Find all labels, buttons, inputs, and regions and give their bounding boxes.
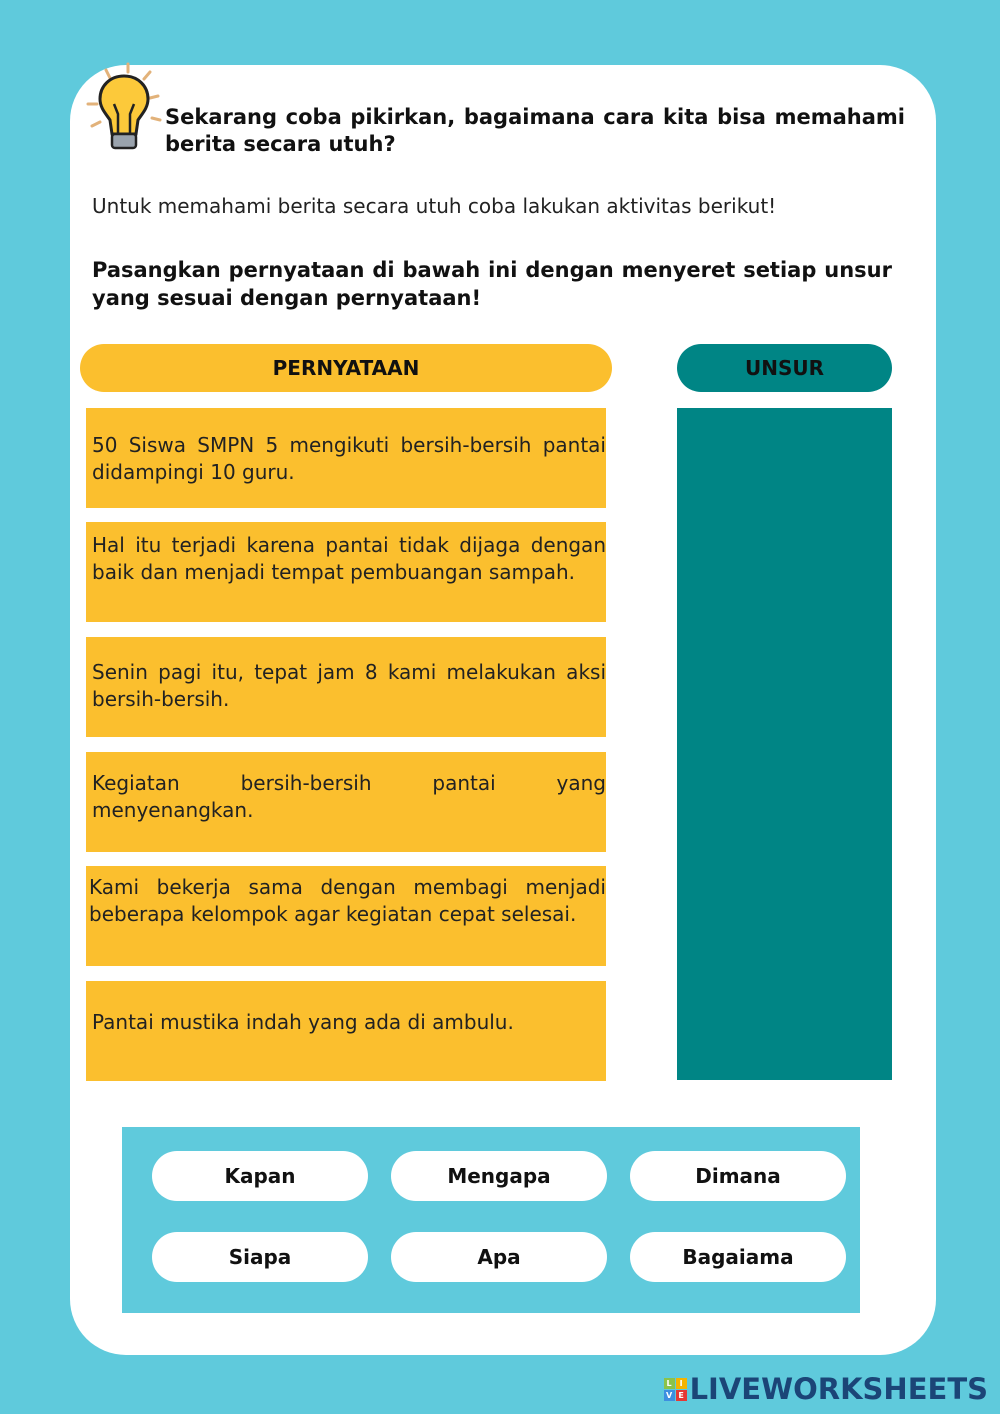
word-apa[interactable]: Apa (391, 1232, 607, 1282)
elements-drop-zone[interactable] (677, 408, 892, 1080)
statement-5: Kami bekerja sama dengan membagi menjadi beberapa kelompok agar kegiatan cepat selesai. (86, 866, 606, 966)
live-logo-icon: L I V E (664, 1378, 687, 1401)
logo-text: LIVEWORKSHEETS (689, 1372, 988, 1406)
statement-1: 50 Siswa SMPN 5 mengikuti bersih-bersih pantai didampingi 10 guru. (86, 408, 606, 508)
intro-text: Untuk memahami berita secara utuh coba lakukan aktivitas berikut! (92, 194, 777, 218)
statement-2: Hal itu terjadi karena pantai tidak dijaga dengan baik dan menjadi tempat pembuangan sampah. (86, 522, 606, 622)
elements-header: UNSUR (677, 344, 892, 392)
liveworksheets-logo (664, 1372, 988, 1406)
word-dimana[interactable]: Dimana (630, 1151, 846, 1201)
word-kapan[interactable]: Kapan (152, 1151, 368, 1201)
statement-6: Pantai mustika indah yang ada di ambulu. (86, 981, 606, 1081)
lightbulb-icon (84, 62, 164, 154)
question-heading: Sekarang coba pikirkan, bagaimana cara kita bisa memahami berita secara utuh? (165, 105, 905, 156)
statement-4: Kegiatan bersih-bersih pantai yang menyenangkan. (86, 752, 606, 852)
statements-header: PERNYATAAN (80, 344, 612, 392)
instruction-text: Pasangkan pernyataan di bawah ini dengan menyeret setiap unsur yang sesuai dengan pernyataan! (92, 258, 892, 310)
statement-3: Senin pagi itu, tepat jam 8 kami melakukan aksi bersih-bersih. (86, 637, 606, 737)
word-bagaiama[interactable]: Bagaiama (630, 1232, 846, 1282)
word-siapa[interactable]: Siapa (152, 1232, 368, 1282)
word-mengapa[interactable]: Mengapa (391, 1151, 607, 1201)
